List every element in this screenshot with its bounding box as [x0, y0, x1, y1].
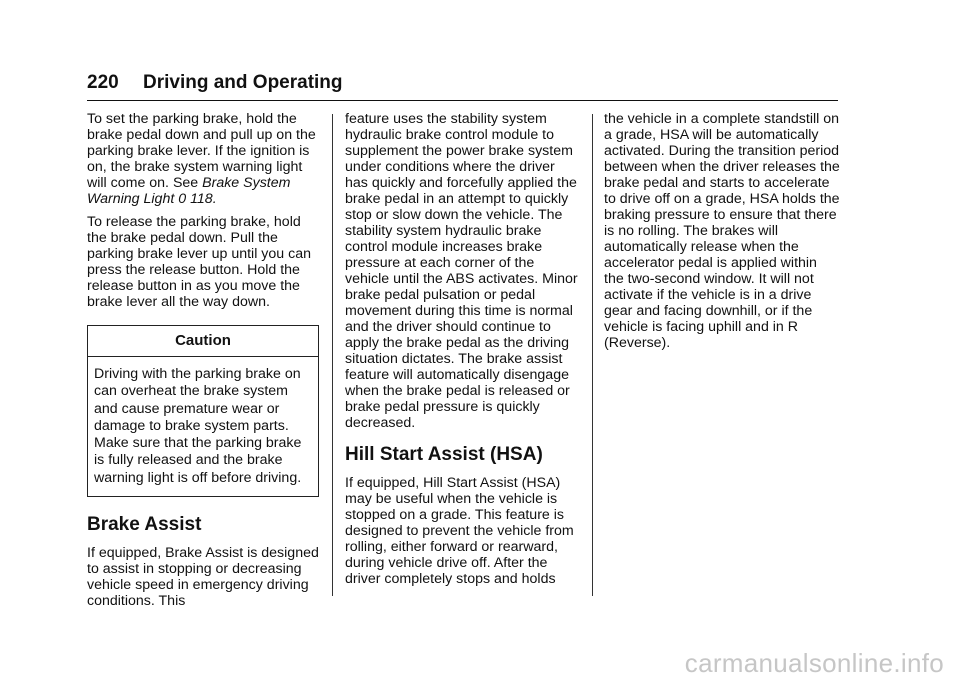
- paragraph-text: To set the parking brake, hold the brake pedal down and pull up on the parking brake lever. If the ignition is on, the brake system warning light will come on. See: [87, 111, 316, 191]
- page-number: 220: [87, 72, 119, 93]
- page-header: [87, 70, 838, 101]
- watermark: carmanualsonline.info: [684, 648, 944, 678]
- caution-title: Caution: [88, 326, 318, 357]
- column-1: [87, 111, 323, 616]
- section-title: Driving and Operating: [143, 72, 343, 93]
- page-arrow-icon: 0: [178, 191, 187, 207]
- paragraph-set-parking-brake: [87, 111, 323, 207]
- paragraph-brake-assist: If equipped, Brake Assist is designed to assist in stopping or decreasing vehicle speed in emergency driving conditions. This: [87, 545, 319, 610]
- column-divider-2: [592, 114, 593, 596]
- paragraph-release-parking-brake: To release the parking brake, hold the brake pedal down. Pull the parking brake lever up until you can press the release button. Hold the release button in as you move the brake lever all the way down.: [87, 214, 311, 310]
- heading-hill-start-assist: Hill Start Assist (HSA): [345, 444, 543, 465]
- paragraph-hsa-continued: the vehicle in a complete standstill on a grade, HSA will be automatically activated. During the transition period between when the driver releases the brake pedal and starts to accelerate to drive off on a grade, HSA holds the braking pressure to ensure that there is no rolling. The brakes will automatically release when the accelerator pedal is applied within the two-second window. It will not activate if the vehicle is in a drive gear and facing downhill, or if the vehicle is facing uphill and in R (Reverse).: [604, 111, 840, 351]
- paragraph-brake-assist-continued: feature uses the stability system hydraulic brake control module to supplement the power brake system under conditions where the driver has quickly and forcefully applied the brake pedal in an attempt to quickly stop or slow down the vehicle. The stability system hydraulic brake control module increases brake pressure at each corner of the vehicle until the ABS activates. Minor brake pedal pulsation or pedal movement during this time is normal and the driver should continue to apply the brake pedal as the driving situation dictates. The brake assist feature will automatically disengage when the brake pedal is released or brake pedal pressure is quickly decreased.: [345, 111, 578, 431]
- paragraph-end: .: [212, 191, 217, 207]
- caution-box: [87, 325, 319, 497]
- cross-reference-page: 118: [190, 191, 213, 207]
- heading-brake-assist: Brake Assist: [87, 514, 202, 536]
- paragraph-hill-start-assist: If equipped, Hill Start Assist (HSA) may be useful when the vehicle is stopped on a grade. This feature is designed to prevent the vehicle from rolling, either forward or rearward, during vehicle drive off. After the driver completely stops and holds: [345, 475, 574, 587]
- caution-text: Driving with the parking brake on can overheat the brake system and cause premature wear or damage to brake system parts. Make sure that the parking brake is fully released and the brake warning light is off before driving.: [94, 366, 302, 486]
- column-divider-1: [332, 114, 333, 596]
- column-2: [345, 111, 581, 594]
- cross-reference-title: Brake System Warning Light: [87, 175, 291, 207]
- column-3: [604, 111, 840, 358]
